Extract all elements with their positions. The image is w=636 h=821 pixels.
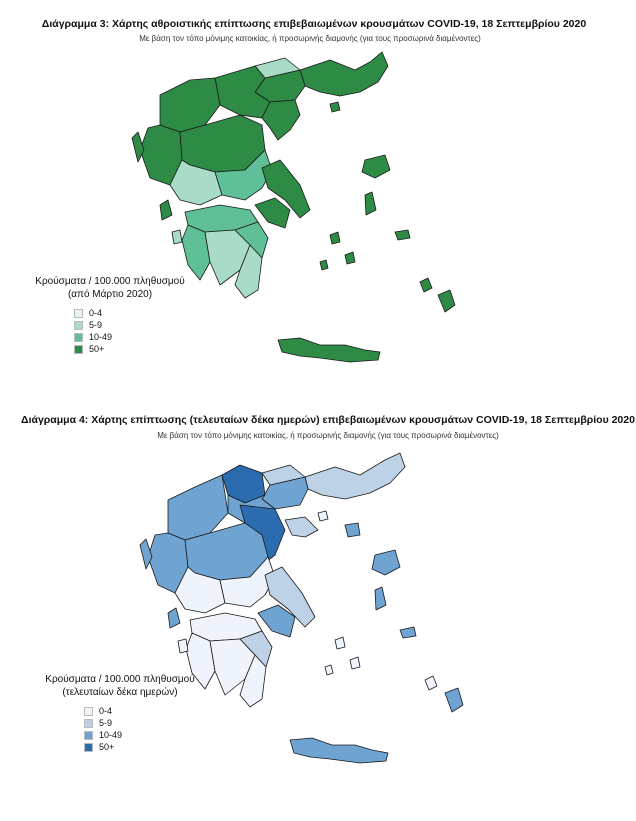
map4-title: Διάγραμμα 4: Χάρτης επίπτωσης (τελευταίων δέκα ημερών) επιβεβαιωμένων κρουσμάτων COVID-19, 18 Σεπτεμβρίου 2020 <box>21 414 635 426</box>
legend-swatch <box>84 743 93 752</box>
map4-legend-items <box>84 705 200 753</box>
region-cyclades-2 <box>350 657 360 669</box>
region-halkidiki-peninsulas <box>285 517 318 537</box>
legend-item <box>84 741 200 753</box>
legend-item <box>74 319 190 331</box>
region-corfu <box>140 539 152 569</box>
legend-label: 10-49 <box>99 730 123 740</box>
map4-legend-title-line1: Κρούσματα / 100.000 πληθυσμού <box>45 674 195 685</box>
region-kefalonia <box>160 200 172 220</box>
region-samos <box>400 627 416 638</box>
region-chalkidiki <box>262 100 300 140</box>
legend-label: 5-9 <box>99 718 113 728</box>
map3-legend-title-line2: (από Μάρτιο 2020) <box>67 289 153 300</box>
legend-swatch <box>74 345 83 354</box>
region-corfu <box>132 132 144 162</box>
legend-swatch <box>74 309 83 318</box>
map4-legend-title-line2: (τελευταίων δέκα ημερών) <box>62 687 178 698</box>
cumulative-incidence-map <box>0 0 636 395</box>
region-rhodes <box>438 290 455 312</box>
region-dodecanese <box>420 278 432 292</box>
map3-title: Διάγραμμα 3: Χάρτης αθροιστικής επίπτωσης επιβεβαιωμένων κρουσμάτων COVID-19, 18 Σεπτεμβρίου 2020 <box>41 18 587 30</box>
legend-item <box>74 343 190 355</box>
region-zakynthos <box>178 639 188 653</box>
greece-map-ten-day <box>0 405 636 821</box>
region-cyclades-1 <box>335 637 345 649</box>
region-cyclades-3 <box>325 665 333 675</box>
region-limnos <box>345 523 360 537</box>
region-cyclades-2 <box>345 252 355 264</box>
legend-swatch <box>84 719 93 728</box>
region-thasos <box>318 511 328 521</box>
region-dodecanese <box>425 676 437 690</box>
ten-day-incidence-map <box>0 405 636 821</box>
legend-swatch <box>74 321 83 330</box>
legend-item <box>84 705 200 717</box>
region-cyclades-3 <box>320 260 328 270</box>
region-crete <box>290 738 388 763</box>
legend-item <box>84 729 200 741</box>
legend-label: 0-4 <box>99 706 113 716</box>
region-zakynthos <box>172 230 182 244</box>
region-lesvos <box>372 550 400 575</box>
legend-label: 10-49 <box>89 332 113 342</box>
region-crete <box>278 338 380 362</box>
legend-label: 0-4 <box>89 308 103 318</box>
legend-item <box>74 307 190 319</box>
region-cyclades-1 <box>330 232 340 244</box>
map4-legend <box>40 673 200 753</box>
legend-swatch <box>84 707 93 716</box>
region-kefalonia <box>168 608 180 628</box>
legend-label: 50+ <box>99 742 115 752</box>
map3-legend-title-line1: Κρούσματα / 100.000 πληθυσμού <box>35 276 185 287</box>
legend-label: 50+ <box>89 344 105 354</box>
legend-swatch <box>84 731 93 740</box>
legend-item <box>84 717 200 729</box>
region-chios <box>365 192 376 215</box>
region-thasos <box>330 102 340 112</box>
map3-legend <box>30 275 190 355</box>
region-lesvos <box>362 155 390 178</box>
legend-item <box>74 331 190 343</box>
map3-legend-items <box>74 307 190 355</box>
region-chios <box>375 587 386 610</box>
map4-subtitle: Με βάση τον τόπο μόνιμης κατοικίας, ή προσωρινής διαμονής (για τους προσωρινά διαμένοντες) <box>157 431 499 440</box>
region-rhodes <box>445 688 463 712</box>
legend-swatch <box>74 333 83 342</box>
region-thrace <box>300 52 388 96</box>
legend-label: 5-9 <box>89 320 103 330</box>
region-attica <box>255 198 290 228</box>
map3-subtitle: Με βάση τον τόπο μόνιμης κατοικίας, ή προσωρινής διαμονής (για τους προσωρινά διαμένοντες) <box>139 34 481 43</box>
region-thrace <box>305 453 405 499</box>
region-samos <box>395 230 410 240</box>
